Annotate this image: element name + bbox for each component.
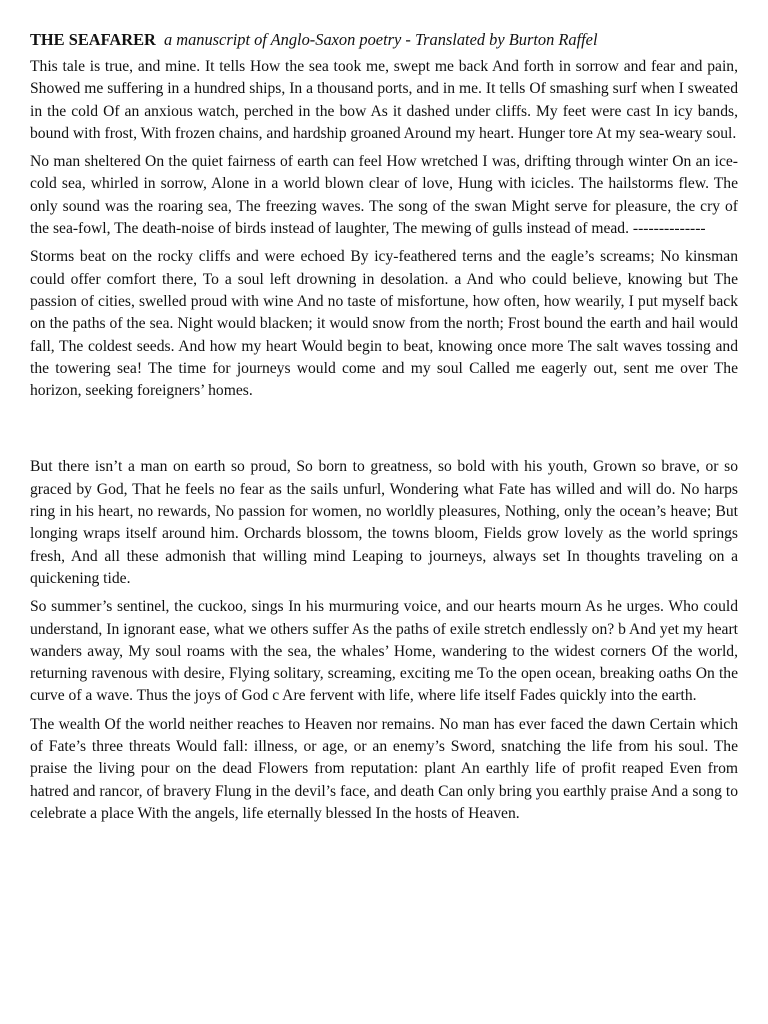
title-line — [30, 29, 738, 51]
section-gap — [30, 408, 738, 456]
paragraph-2: No man sheltered On the quiet fairness of earth can feel How wretched I was, drifting through winter On an ice-cold sea, whirled in sorrow, Alone in a world blown clear of love, Hung with icicles. The hailstorms flew. The only sound was the roaring sea, The freezing waves. The song of the swan Might serve for pleasure, the cry of the sea-fowl, The death-noise of birds instead of laughter, The mewing of gulls instead of mead. -------------- — [30, 153, 738, 238]
document-subtitle: a manuscript of Anglo-Saxon poetry - Translated by Burton Raffel — [163, 30, 598, 49]
paragraph-3: Storms beat on the rocky cliffs and were echoed By icy-feathered terns and the eagle’s screams; No kinsman could offer comfort there, To a soul left drowning in desolation. a And who could believe, knowing but The passion of cities, swelled proud with wine And no taste of misfortune, how often, how wearily, I put myself back on the paths of the sea. Night would blacken; it would snow from the north; Frost bound the earth and hail would fall, The coldest seeds. And how my heart Would begin to beat, knowing once more The salt waves tossing and the towering sea! The time for journeys would come and my soul Called me eagerly out, sent me over The horizon, seeking foreigners’ homes. — [30, 248, 738, 400]
paragraph-4: But there isn’t a man on earth so proud, So born to greatness, so bold with his youth, Grown so brave, or so graced by God, That he feels no fear as the sails unfurl, Wondering what Fate has willed and will do. No harps ring in his heart, no rewards, No passion for women, no worldly pleasures, Nothing, only the ocean’s heave; But longing wraps itself around him. Orchards blossom, the towns bloom, Fields grow lovely as the world springs fresh, And all these admonish that willing mind Leaping to journeys, always set In thoughts traveling on a quickening tide. — [30, 458, 738, 587]
document-page — [30, 29, 738, 831]
document-title: THE SEAFARER — [30, 30, 156, 49]
paragraph-1: This tale is true, and mine. It tells How the sea took me, swept me back And forth in sorrow and fear and pain, Showed me suffering in a hundred ships, In a thousand ports, and in me. It tells Of smashing surf when I sweated in the cold Of an anxious watch, perched in the bow As it dashed under cliffs. My feet were cast In icy bands, bound with frost, With frozen chains, and hardship groaned Around my heart. Hunger tore At my sea-weary soul. — [30, 58, 738, 142]
paragraph-6: The wealth Of the world neither reaches to Heaven nor remains. No man has ever faced the dawn Certain which of Fate’s three threats Would fall: illness, or age, or an enemy’s Sword, snatching the life from his soul. The praise the living pour on the dead Flowers from reputation: plant An earthly life of profit reaped Even from hatred and rancor, of bravery Flung in the devil’s face, and death Can only bring you earthly praise And a song to celebrate a place With the angels, life eternally blessed In the hosts of Heaven. — [30, 715, 738, 822]
paragraph-5: So summer’s sentinel, the cuckoo, sings In his murmuring voice, and our hearts mourn As he urges. Who could understand, In ignorant ease, what we others suffer As the paths of exile stretch endlessly on? b And yet my heart wanders away, My soul roams with the sea, the whales’ Home, wandering to the widest corners Of the world, returning ravenous with desire, Flying solitary, screaming, exciting me To the open ocean, breaking oaths On the curve of a wave. Thus the joys of God c Are fervent with life, where life itself Fades quickly into the earth. — [30, 598, 738, 705]
